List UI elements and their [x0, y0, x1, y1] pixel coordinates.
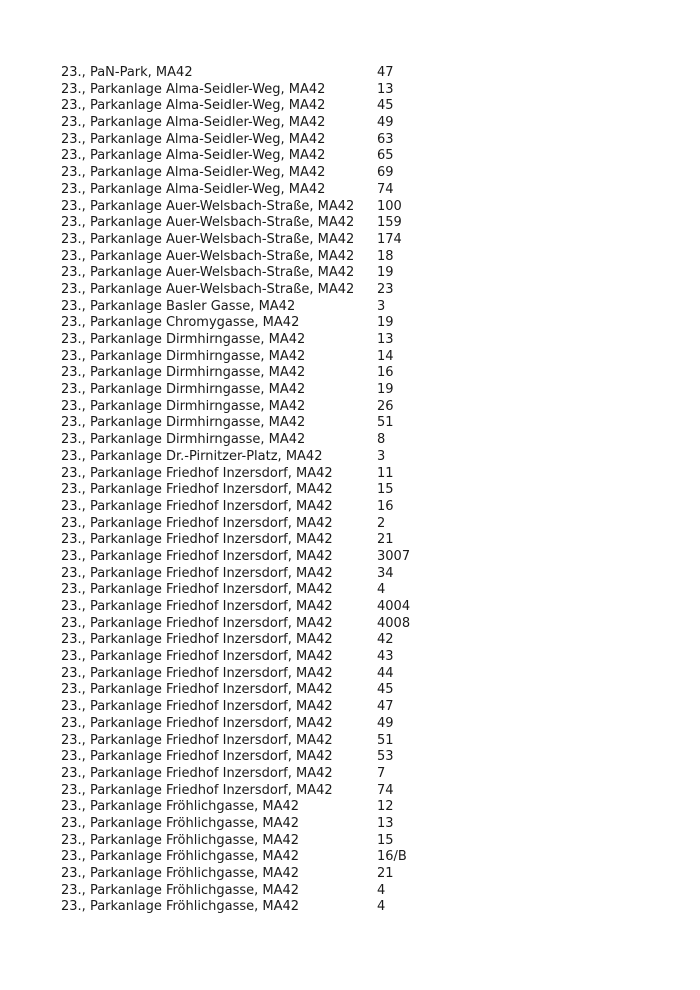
list-item [61, 449, 661, 466]
house-number: 4008 [377, 615, 411, 631]
park-name: 23., Parkanlage Alma-Seidler-Weg, MA42 [61, 165, 326, 181]
house-number: 49 [377, 715, 394, 731]
house-number: 100 [377, 198, 402, 214]
house-number: 174 [377, 231, 402, 247]
house-number: 51 [377, 732, 394, 748]
list-item [61, 699, 661, 716]
park-name: 23., Parkanlage Dirmhirngasse, MA42 [61, 415, 306, 431]
house-number: 13 [377, 81, 394, 97]
house-number: 3 [377, 448, 386, 464]
list-item [61, 365, 661, 382]
park-name: 23., Parkanlage Friedhof Inzersdorf, MA42 [61, 665, 333, 681]
list-item [61, 749, 661, 766]
park-name: 23., Parkanlage Auer-Welsbach-Straße, MA42 [61, 248, 355, 264]
house-number: 74 [377, 782, 394, 798]
list-item [61, 666, 661, 683]
list-item [61, 632, 661, 649]
house-number: 51 [377, 415, 394, 431]
list-item [61, 866, 661, 883]
list-item [61, 682, 661, 699]
park-name: 23., Parkanlage Friedhof Inzersdorf, MA42 [61, 732, 333, 748]
house-number: 16 [377, 365, 394, 381]
park-name: 23., Parkanlage Friedhof Inzersdorf, MA42 [61, 599, 333, 614]
list-item [61, 215, 661, 232]
park-name: 23., Parkanlage Friedhof Inzersdorf, MA42 [61, 582, 333, 598]
park-name: 23., Parkanlage Friedhof Inzersdorf, MA42 [61, 782, 333, 798]
list-item [61, 833, 661, 850]
park-name: 23., Parkanlage Dr.-Pirnitzer-Platz, MA42 [61, 448, 323, 464]
park-name: 23., Parkanlage Dirmhirngasse, MA42 [61, 332, 306, 347]
list-item [61, 382, 661, 399]
house-number: 18 [377, 248, 394, 264]
park-name: 23., Parkanlage Alma-Seidler-Weg, MA42 [61, 131, 326, 147]
list-item [61, 716, 661, 733]
list-item [61, 466, 661, 483]
list-item [61, 549, 661, 566]
park-name: 23., Parkanlage Fröhlichgasse, MA42 [61, 899, 300, 915]
house-number: 4 [377, 882, 386, 898]
house-number: 4 [377, 899, 386, 915]
list-item [61, 566, 661, 583]
list-item [61, 165, 661, 182]
house-number: 45 [377, 98, 394, 114]
list-item [61, 98, 661, 115]
list-item [61, 415, 661, 432]
house-number: 23 [377, 281, 394, 297]
house-number: 3007 [377, 548, 411, 564]
park-name: 23., Parkanlage Friedhof Inzersdorf, MA42 [61, 682, 333, 698]
park-name: 23., Parkanlage Fröhlichgasse, MA42 [61, 815, 300, 831]
house-number: 15 [377, 832, 394, 848]
park-name: 23., Parkanlage Friedhof Inzersdorf, MA42 [61, 548, 333, 564]
list-item [61, 883, 661, 900]
list-item [61, 482, 661, 499]
list-item [61, 148, 661, 165]
park-name: 23., Parkanlage Dirmhirngasse, MA42 [61, 382, 306, 398]
house-number: 7 [377, 765, 386, 781]
park-name: 23., Parkanlage Friedhof Inzersdorf, MA42 [61, 649, 333, 665]
house-number: 49 [377, 115, 394, 131]
house-number: 34 [377, 565, 394, 581]
park-name: 23., Parkanlage Auer-Welsbach-Straße, MA42 [61, 265, 355, 281]
list-item [61, 115, 661, 132]
list-item [61, 799, 661, 816]
house-number: 43 [377, 649, 394, 665]
list-item [61, 733, 661, 750]
house-number: 4004 [377, 599, 411, 614]
park-name: 23., Parkanlage Fröhlichgasse, MA42 [61, 866, 300, 881]
house-number: 16/B [377, 849, 407, 865]
house-number: 21 [377, 532, 394, 548]
list-item [61, 399, 661, 416]
park-list [61, 65, 661, 916]
park-name: 23., Parkanlage Friedhof Inzersdorf, MA42 [61, 715, 333, 731]
list-item [61, 232, 661, 249]
list-item [61, 849, 661, 866]
list-item [61, 349, 661, 366]
list-item [61, 249, 661, 266]
list-item [61, 299, 661, 316]
park-name: 23., Parkanlage Friedhof Inzersdorf, MA42 [61, 515, 333, 531]
house-number: 19 [377, 382, 394, 398]
house-number: 47 [377, 65, 394, 80]
list-item [61, 899, 661, 916]
house-number: 2 [377, 515, 386, 531]
house-number: 26 [377, 398, 394, 414]
park-name: 23., Parkanlage Friedhof Inzersdorf, MA42 [61, 498, 333, 514]
house-number: 11 [377, 465, 394, 481]
park-name: 23., Parkanlage Alma-Seidler-Weg, MA42 [61, 115, 326, 131]
park-name: 23., Parkanlage Fröhlichgasse, MA42 [61, 882, 300, 898]
list-item [61, 649, 661, 666]
park-name: 23., Parkanlage Alma-Seidler-Weg, MA42 [61, 81, 326, 97]
house-number: 16 [377, 498, 394, 514]
house-number: 13 [377, 332, 394, 347]
house-number: 47 [377, 699, 394, 715]
list-item [61, 766, 661, 783]
park-name: 23., Parkanlage Dirmhirngasse, MA42 [61, 398, 306, 414]
house-number: 44 [377, 665, 394, 681]
park-name: 23., Parkanlage Auer-Welsbach-Straße, MA42 [61, 215, 355, 231]
list-item [61, 532, 661, 549]
list-item [61, 182, 661, 199]
park-name: 23., Parkanlage Friedhof Inzersdorf, MA42 [61, 615, 333, 631]
park-name: 23., Parkanlage Friedhof Inzersdorf, MA42 [61, 482, 333, 498]
list-item [61, 616, 661, 633]
park-name: 23., PaN-Park, MA42 [61, 65, 193, 80]
park-name: 23., Parkanlage Friedhof Inzersdorf, MA42 [61, 565, 333, 581]
list-item [61, 499, 661, 516]
list-item [61, 582, 661, 599]
house-number: 159 [377, 215, 402, 231]
list-item [61, 516, 661, 533]
house-number: 69 [377, 165, 394, 181]
house-number: 19 [377, 315, 394, 331]
park-name: 23., Parkanlage Friedhof Inzersdorf, MA42 [61, 532, 333, 548]
park-name: 23., Parkanlage Auer-Welsbach-Straße, MA42 [61, 231, 355, 247]
park-name: 23., Parkanlage Dirmhirngasse, MA42 [61, 432, 306, 448]
house-number: 3 [377, 298, 386, 314]
list-item [61, 265, 661, 282]
park-name: 23., Parkanlage Friedhof Inzersdorf, MA42 [61, 465, 333, 481]
park-name: 23., Parkanlage Fröhlichgasse, MA42 [61, 832, 300, 848]
park-name: 23., Parkanlage Alma-Seidler-Weg, MA42 [61, 148, 326, 164]
house-number: 65 [377, 148, 394, 164]
park-name: 23., Parkanlage Alma-Seidler-Weg, MA42 [61, 181, 326, 197]
list-item [61, 332, 661, 349]
park-name: 23., Parkanlage Auer-Welsbach-Straße, MA42 [61, 198, 355, 214]
park-name: 23., Parkanlage Dirmhirngasse, MA42 [61, 365, 306, 381]
park-name: 23., Parkanlage Basler Gasse, MA42 [61, 298, 296, 314]
park-name: 23., Parkanlage Alma-Seidler-Weg, MA42 [61, 98, 326, 114]
park-name: 23., Parkanlage Dirmhirngasse, MA42 [61, 348, 306, 364]
house-number: 42 [377, 632, 394, 648]
list-item [61, 132, 661, 149]
house-number: 74 [377, 181, 394, 197]
list-item [61, 82, 661, 99]
list-item [61, 65, 661, 82]
park-name: 23., Parkanlage Auer-Welsbach-Straße, MA42 [61, 281, 355, 297]
list-item [61, 783, 661, 800]
house-number: 19 [377, 265, 394, 281]
list-item [61, 432, 661, 449]
list-item [61, 282, 661, 299]
house-number: 14 [377, 348, 394, 364]
park-name: 23., Parkanlage Friedhof Inzersdorf, MA42 [61, 765, 333, 781]
house-number: 15 [377, 482, 394, 498]
house-number: 8 [377, 432, 386, 448]
park-name: 23., Parkanlage Friedhof Inzersdorf, MA42 [61, 632, 333, 648]
house-number: 13 [377, 815, 394, 831]
park-name: 23., Parkanlage Fröhlichgasse, MA42 [61, 849, 300, 865]
house-number: 4 [377, 582, 386, 598]
list-item [61, 315, 661, 332]
park-name: 23., Parkanlage Friedhof Inzersdorf, MA42 [61, 699, 333, 715]
list-item [61, 199, 661, 216]
park-name: 23., Parkanlage Fröhlichgasse, MA42 [61, 799, 300, 815]
house-number: 53 [377, 749, 394, 765]
list-item [61, 816, 661, 833]
house-number: 45 [377, 682, 394, 698]
park-name: 23., Parkanlage Friedhof Inzersdorf, MA42 [61, 749, 333, 765]
list-item [61, 599, 661, 616]
house-number: 21 [377, 866, 394, 881]
park-name: 23., Parkanlage Chromygasse, MA42 [61, 315, 300, 331]
house-number: 63 [377, 131, 394, 147]
house-number: 12 [377, 799, 394, 815]
